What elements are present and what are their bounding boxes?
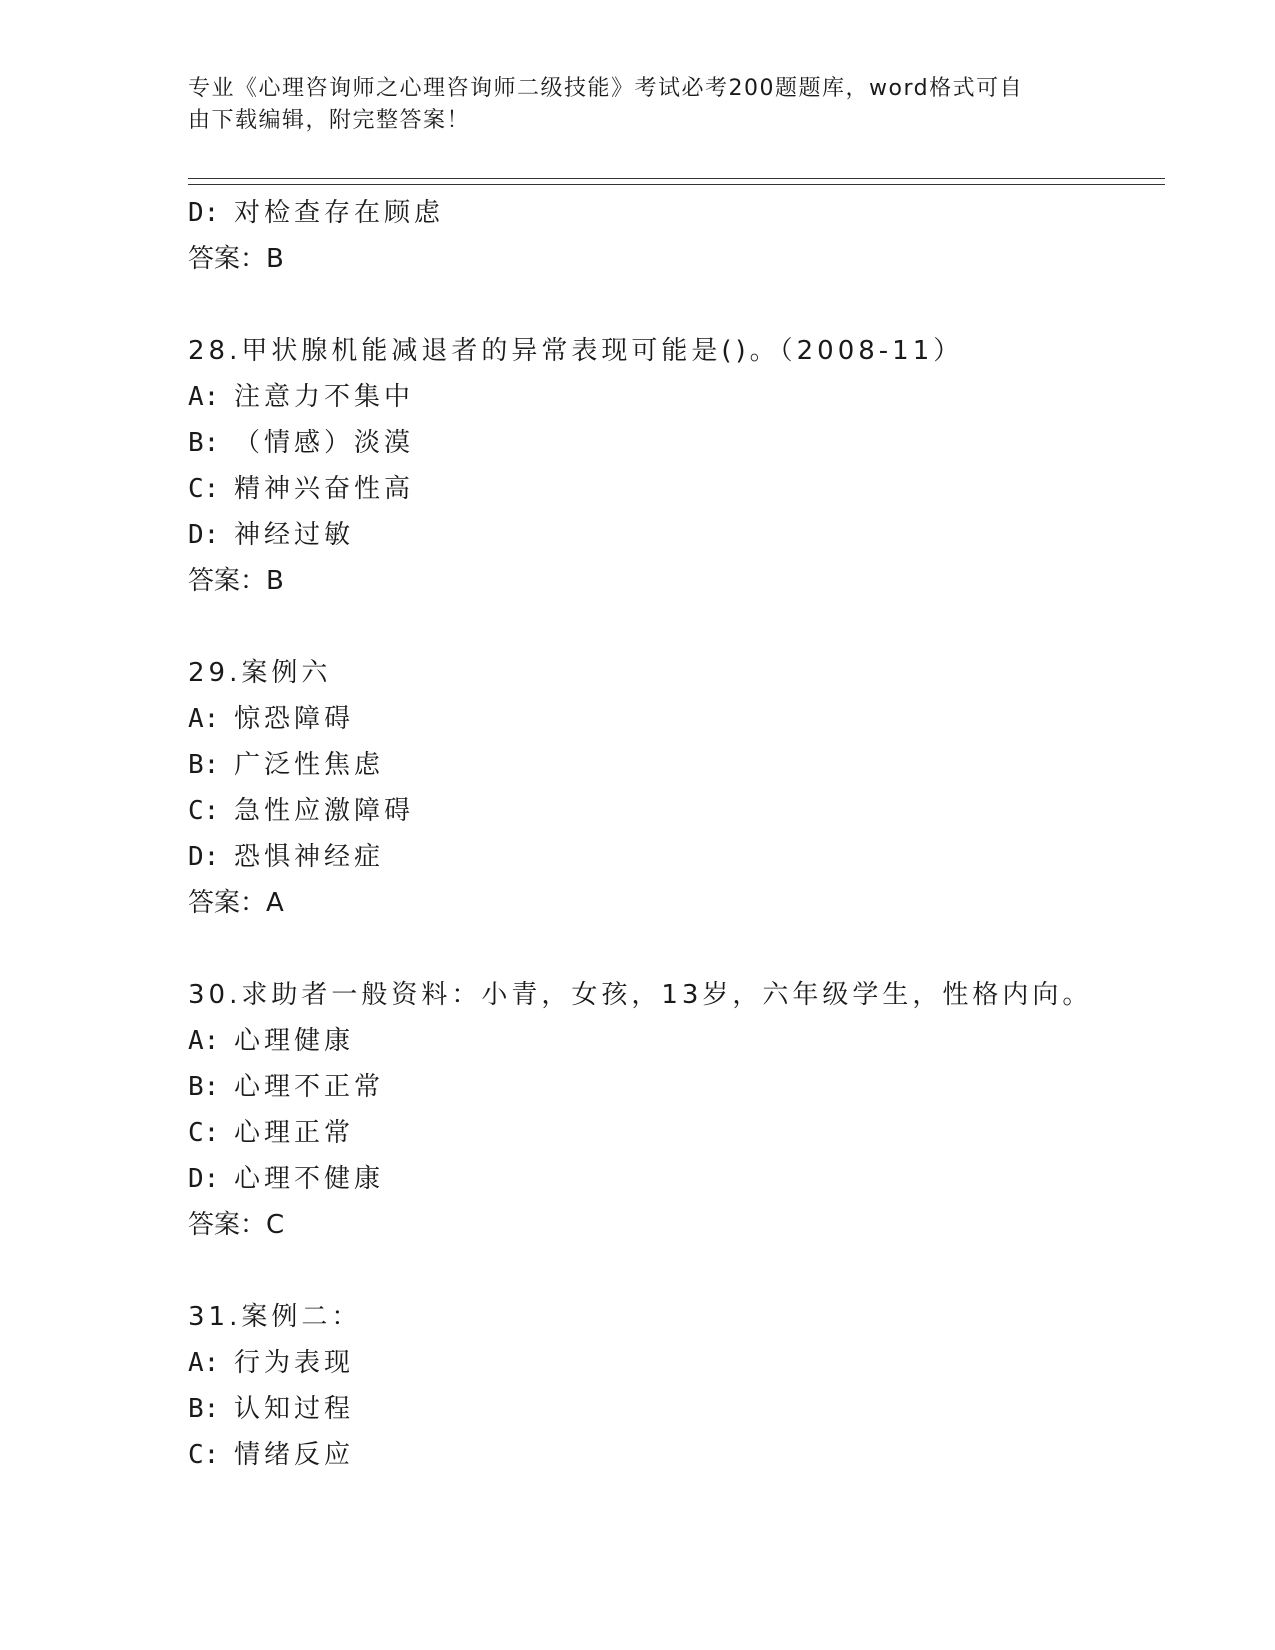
option-letter: B: [188, 1394, 220, 1424]
option-letter: A: [188, 704, 220, 734]
document-header [188, 73, 1088, 137]
question-stem: 30.求助者一般资料：小青，女孩，13岁，六年级学生，性格内向。 [188, 980, 1093, 1010]
answer-line: 答案：A [188, 888, 284, 918]
option-text: 认知过程 [234, 1394, 355, 1424]
answer-line: 答案：C [188, 1210, 285, 1240]
option-letter: D: [188, 198, 220, 228]
option-text: 心理不健康 [234, 1164, 385, 1194]
option-letter: A: [188, 382, 220, 412]
header-line-2: 由下载编辑，附完整答案！ [188, 108, 471, 133]
option-letter: C: [188, 474, 220, 504]
option-text: 广泛性焦虑 [234, 750, 385, 780]
option-text: 心理不正常 [234, 1072, 385, 1102]
question-list [188, 190, 1165, 1478]
option-letter: A: [188, 1348, 220, 1378]
question-stem: 28.甲状腺机能减退者的异常表现可能是()。（2008-11） [188, 336, 964, 366]
option-text: 心理健康 [234, 1026, 355, 1056]
question-stem: 29.案例六 [188, 658, 332, 688]
option-row [188, 1432, 1165, 1478]
option-row [188, 1156, 1165, 1202]
option-row [188, 466, 1165, 512]
option-text: 精神兴奋性高 [234, 474, 415, 504]
option-letter: A: [188, 1026, 220, 1056]
option-letter: B: [188, 750, 220, 780]
option-text: （情感）淡漠 [234, 428, 415, 458]
option-letter: B: [188, 1072, 220, 1102]
option-text: 对检查存在顾虑 [234, 198, 445, 228]
answer-line: 答案：B [188, 244, 284, 274]
option-text: 惊恐障碍 [234, 704, 355, 734]
option-row [188, 742, 1165, 788]
option-text: 情绪反应 [234, 1440, 355, 1470]
option-letter: D: [188, 520, 220, 550]
option-text: 行为表现 [234, 1348, 355, 1378]
option-row [188, 1110, 1165, 1156]
option-row [188, 1386, 1165, 1432]
option-text: 神经过敏 [234, 520, 355, 550]
option-row [188, 1018, 1165, 1064]
header-divider-top [188, 178, 1165, 179]
option-row [188, 420, 1165, 466]
option-row [188, 1064, 1165, 1110]
option-letter: C: [188, 1118, 220, 1148]
option-letter: B: [188, 428, 220, 458]
option-row [188, 788, 1165, 834]
answer-line: 答案：B [188, 566, 284, 596]
question-stem: 31.案例二： [188, 1302, 362, 1332]
option-row [188, 190, 1165, 236]
option-row [188, 374, 1165, 420]
header-divider-bottom [188, 184, 1165, 185]
option-row [188, 512, 1165, 558]
option-letter: C: [188, 1440, 220, 1470]
option-row [188, 1340, 1165, 1386]
option-text: 心理正常 [234, 1118, 355, 1148]
header-line-1: 专业《心理咨询师之心理咨询师二级技能》考试必考200题题库，word格式可自 [188, 76, 1024, 101]
option-row [188, 834, 1165, 880]
option-text: 急性应激障碍 [234, 796, 415, 826]
option-letter: D: [188, 842, 220, 872]
option-text: 恐惧神经症 [234, 842, 385, 872]
option-letter: D: [188, 1164, 220, 1194]
option-row [188, 696, 1165, 742]
option-text: 注意力不集中 [234, 382, 415, 412]
option-letter: C: [188, 796, 220, 826]
